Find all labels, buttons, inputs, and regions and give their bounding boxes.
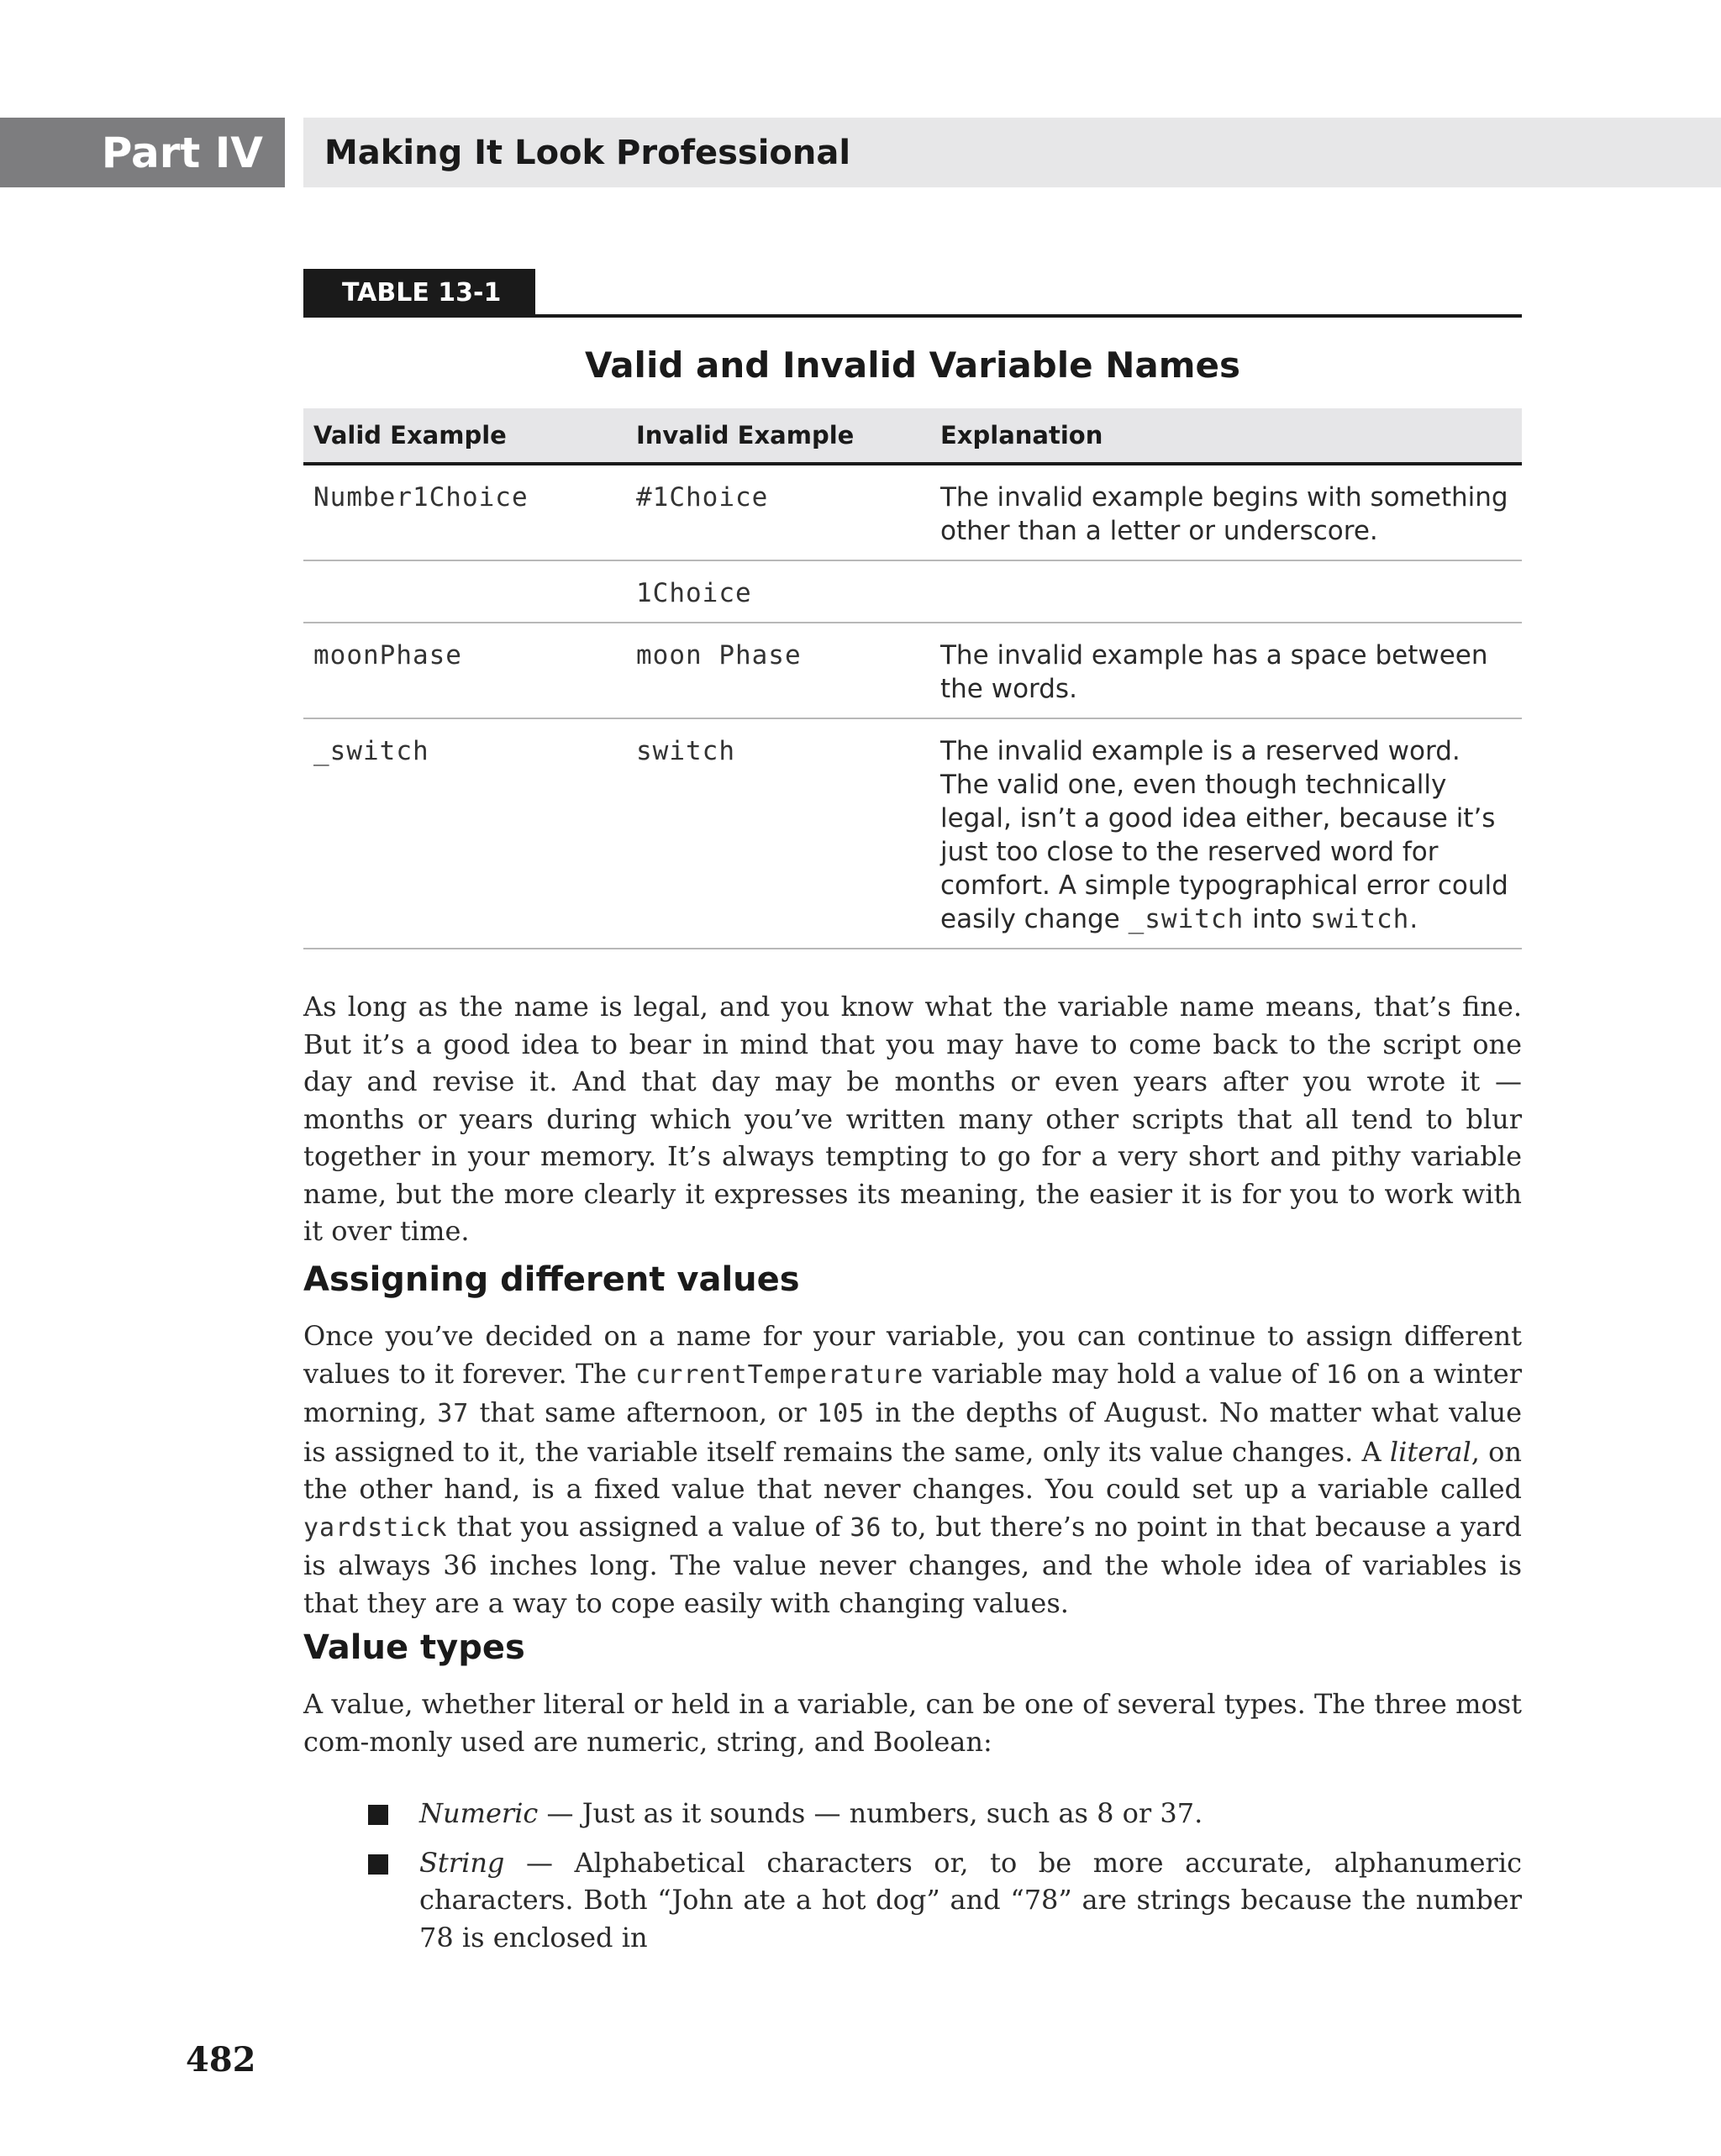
section-heading-assigning-values: Assigning different values	[303, 1260, 800, 1299]
table-row	[303, 560, 1522, 623]
text: that same afternoon, or	[469, 1396, 818, 1428]
paragraph-variable-naming: As long as the name is legal, and you know what the variable name means, that’s fine. But it’s a good idea to bear in mind that you may have to come back to the script one day and revise it. And that day may be months or even years after you wrote it — months or years during which you’ve written many other scripts that all tend to blur together in your memory. It’s always tempting to go for a very short and pithy variable name, but the more clearly it expresses its meaning, the easier it is for you to work with it over time.	[303, 991, 1522, 1247]
invalid-example: switch	[626, 718, 930, 949]
text: variable may hold a value of	[924, 1357, 1326, 1390]
column-header: Explanation	[930, 408, 1522, 464]
text: in the depths of August. No matter what value is assigned to it, the variable itself remains the same, only its value changes. A	[303, 1396, 1522, 1468]
valid-example: _switch	[303, 718, 626, 949]
code-snippet: 105	[817, 1399, 866, 1428]
code-snippet: 37	[437, 1399, 470, 1428]
explanation-text: The invalid example is a reserved word. The valid one, even though technically legal, isn’t a good idea either, because it’s just too close to the reserved word for comfort. A simple typographical error could easily change	[940, 736, 1508, 934]
value-types-list	[303, 1795, 1522, 1968]
explanation: The invalid example has a space between the words.	[930, 623, 1522, 718]
code-snippet: yardstick	[303, 1512, 448, 1543]
column-header: Valid Example	[303, 408, 626, 464]
explanation	[930, 718, 1522, 949]
bullet-term: Numeric	[419, 1797, 539, 1829]
emphasis: literal	[1389, 1435, 1471, 1468]
part-label: Part IV	[0, 118, 285, 187]
column-header: Invalid Example	[626, 408, 930, 464]
variable-names-table	[303, 408, 1522, 949]
table-row	[303, 464, 1522, 560]
explanation-text: into	[1244, 904, 1311, 934]
list-item	[303, 1844, 1522, 1957]
paragraph-assigning-values	[303, 1317, 1522, 1622]
explanation	[930, 560, 1522, 623]
text: , on the other hand, is a fixed value that never changes. You could set up a variable called	[303, 1435, 1523, 1505]
valid-example	[303, 560, 626, 623]
bullet-text: — Just as it sounds — numbers, such as 8 or 37.	[538, 1797, 1203, 1829]
table-row	[303, 623, 1522, 718]
table-title: Valid and Invalid Variable Names	[585, 344, 1240, 386]
table-label: TABLE 13-1	[303, 269, 535, 316]
valid-example: Number1Choice	[303, 464, 626, 560]
code-snippet: 36	[850, 1512, 882, 1543]
section-heading-value-types: Value types	[303, 1628, 525, 1667]
page-number: 482	[186, 2040, 256, 2080]
paragraph-value-types: A value, whether literal or held in a variable, can be one of several types. The three most com-monly used are numeric, string, and Boolean:	[303, 1688, 1522, 1758]
invalid-example: #1Choice	[626, 464, 930, 560]
bullet-square-icon	[368, 1805, 388, 1825]
table-header-row	[303, 408, 1522, 464]
table-top-rule	[303, 314, 1522, 318]
invalid-example: 1Choice	[626, 560, 930, 623]
text: that you assigned a value of	[447, 1510, 850, 1543]
explanation-text: .	[1409, 904, 1418, 934]
explanation: The invalid example begins with something other than a letter or underscore.	[930, 464, 1522, 560]
code-snippet: currentTemperature	[635, 1359, 924, 1390]
text: on a winter morning,	[303, 1357, 1523, 1428]
valid-example: moonPhase	[303, 623, 626, 718]
text: Once you’ve decided on a name for your variable, you can continue to assign different values to it forever. The	[303, 1320, 1522, 1390]
code-snippet: _switch	[1128, 904, 1245, 934]
bullet-term: String	[419, 1846, 505, 1879]
code-snippet: 16	[1325, 1359, 1358, 1390]
invalid-example: moon Phase	[626, 623, 930, 718]
chapter-title: Making It Look Professional	[303, 118, 1721, 187]
bullet-text: — Alphabetical characters or, to be more accurate, alphanumeric characters. Both “John ate a hot dog” and “78” are strings because the number 78 is enclosed in	[419, 1846, 1522, 1954]
bullet-square-icon	[368, 1854, 388, 1875]
list-item	[303, 1795, 1522, 1833]
table-row	[303, 718, 1522, 949]
text: to, but there’s no point in that because a yard is always 36 inches long. The value never changes, and the whole idea of variables is that they are a way to cope easily with changing values.	[303, 1510, 1523, 1619]
code-snippet: switch	[1310, 904, 1410, 934]
